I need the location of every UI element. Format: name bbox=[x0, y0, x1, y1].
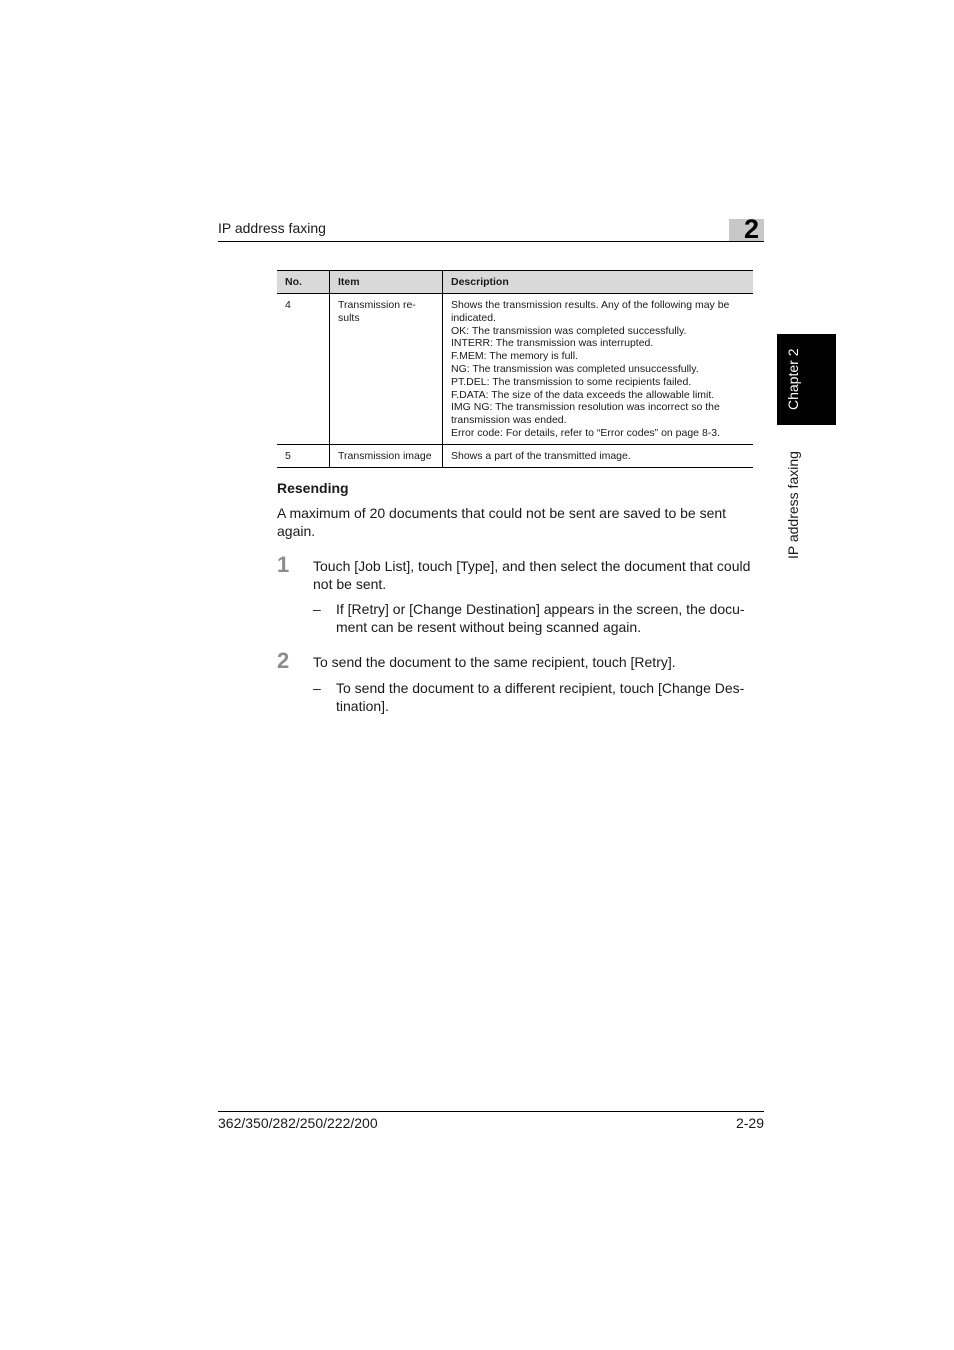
cell-item-text: Transmission re- sults bbox=[338, 299, 416, 324]
cell-item bbox=[330, 294, 443, 445]
column-header-description: Description bbox=[443, 271, 754, 294]
note-dash: – bbox=[313, 680, 321, 696]
description-line: IMG NG: The transmission resolution was incorrect so the bbox=[451, 401, 720, 414]
chapter-number: 2 bbox=[744, 214, 760, 244]
cell-description bbox=[443, 294, 754, 445]
description-line: OK: The transmission was completed successfully. bbox=[451, 324, 687, 337]
footer-page-number: 2-29 bbox=[735, 1115, 764, 1131]
step-text: Touch [Job List], touch [Type], and then select the document that could not be sent. bbox=[313, 558, 751, 592]
description-line: F.MEM: The memory is full. bbox=[451, 350, 578, 363]
side-tab-section-label: IP address faxing bbox=[785, 451, 801, 560]
note-dash: – bbox=[313, 601, 321, 617]
section-heading: Resending bbox=[277, 480, 349, 496]
cell-no: 5 bbox=[277, 445, 330, 468]
column-header-item: Item bbox=[330, 271, 443, 294]
step-number: 2 bbox=[277, 648, 290, 673]
intro-paragraph: A maximum of 20 documents that could not be sent are saved to be sent again. bbox=[277, 505, 727, 539]
table-header-row bbox=[277, 271, 753, 294]
description-line: Shows the transmission results. Any of the following may be bbox=[451, 299, 730, 311]
table-row bbox=[277, 445, 753, 468]
footer-model-numbers: 362/350/282/250/222/200 bbox=[218, 1115, 378, 1131]
header-divider bbox=[218, 241, 764, 242]
description-line: INTERR: The transmission was interrupted. bbox=[451, 337, 654, 350]
description-line: F.DATA: The size of the data exceeds the allowable limit. bbox=[451, 388, 715, 401]
cell-no: 4 bbox=[277, 294, 330, 445]
cell-item: Transmission image bbox=[330, 445, 443, 468]
step-note: To send the document to a different recipient, touch [Change Des-tination]. bbox=[336, 680, 745, 714]
description-line: indicated. bbox=[451, 311, 496, 324]
description-line: Error code: For details, refer to “Error codes” on page 8-3. bbox=[451, 426, 721, 439]
description-line: NG: The transmission was completed unsuccessfully. bbox=[451, 362, 699, 375]
side-tab-chapter-label: Chapter 2 bbox=[785, 348, 801, 411]
running-header-title: IP address faxing bbox=[218, 220, 326, 236]
step-number: 1 bbox=[277, 552, 290, 577]
description-line: Shows a part of the transmitted image. bbox=[451, 450, 631, 462]
table-row bbox=[277, 294, 753, 445]
description-line: transmission was ended. bbox=[451, 414, 567, 427]
description-line: PT.DEL: The transmission to some recipients failed. bbox=[451, 375, 692, 388]
step-note: If [Retry] or [Change Destination] appears in the screen, the docu-ment can be resent without being scanned again. bbox=[336, 601, 745, 635]
transmission-results-table bbox=[277, 270, 753, 468]
footer-divider bbox=[218, 1111, 764, 1112]
cell-description bbox=[443, 445, 754, 468]
step-text: To send the document to the same recipient, touch [Retry]. bbox=[313, 654, 676, 670]
column-header-no: No. bbox=[277, 271, 330, 294]
